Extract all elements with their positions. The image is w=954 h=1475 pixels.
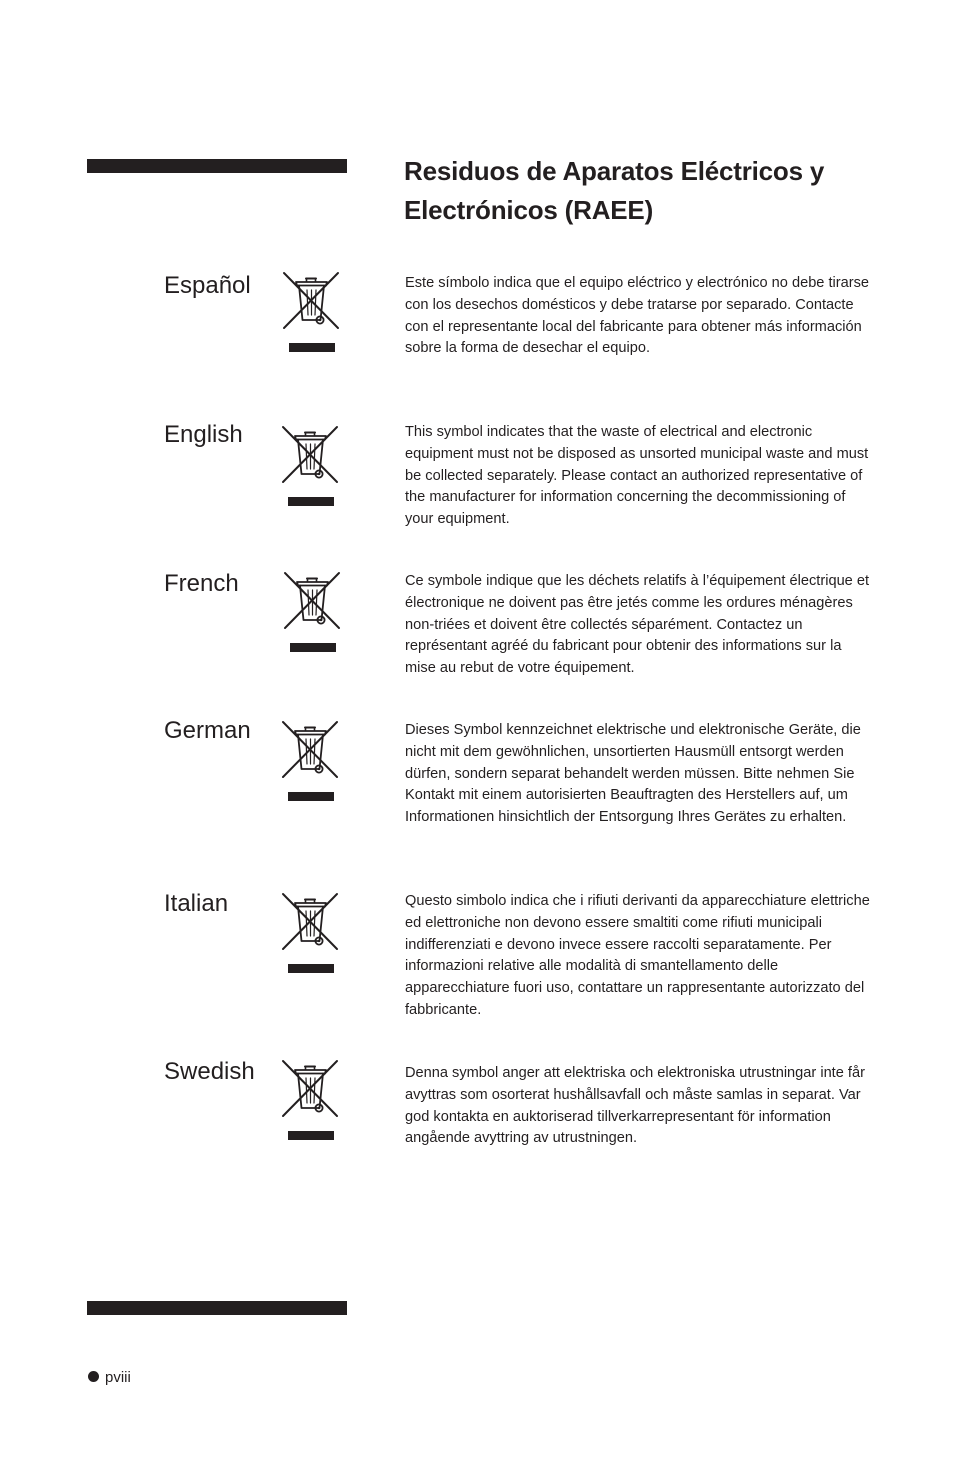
language-label-italian: Italian — [164, 890, 229, 917]
language-label-english: English — [164, 421, 243, 448]
page-number: pviii — [105, 1369, 131, 1386]
top-divider-bar — [87, 159, 347, 173]
page-title: Residuos de Aparatos Eléctricos y Electrónicos (RAEE) — [404, 156, 825, 225]
crossed-out-wheelie-bin-icon — [281, 570, 343, 654]
section-text-english: This symbol indicates that the waste of electrical and electronic equipment must not be disposed as unsorted municipal waste and must be collected separately. Please contact an authorized representative of the manufacturer for information concerning the decommissioning of your equipment. — [405, 424, 869, 528]
bullet-dot-icon — [88, 1371, 99, 1382]
language-label-espanol: Español — [164, 272, 251, 299]
bottom-divider-bar — [87, 1301, 347, 1315]
language-label-german: German — [164, 717, 251, 744]
crossed-out-wheelie-bin-icon — [280, 270, 342, 354]
language-label-french: French — [164, 570, 239, 597]
crossed-out-wheelie-bin-icon — [279, 891, 341, 975]
crossed-out-wheelie-bin-icon — [279, 1058, 341, 1142]
section-text-swedish: Denna symbol anger att elektriska och elektroniska utrustningar inte får avyttras som osorterat hushållsavfall och måste samlas in separat. Var god kontakta en auktoriserad tillverkarrepresentant för information angående avyttring av utrustningen. — [405, 1065, 865, 1147]
crossed-out-wheelie-bin-icon — [279, 424, 341, 508]
section-text-german: Dieses Symbol kennzeichnet elektrische und elektronische Geräte, die nicht mit dem gewöhnlichen, unsortierten Hausmüll entsorgt werden dürfen, sondern separat behandelt werden müssen. Bitte nehmen Sie Kontakt mit einem autorisierten Beauftragten des Herstellers auf, um Informationen hinsichtlich der Entsorgung Ihres Gerätes zu erhalten. — [405, 722, 861, 826]
language-label-swedish: Swedish — [164, 1058, 255, 1085]
section-text-french: Ce symbole indique que les déchets relatifs à l’équipement électrique et électronique ne doivent pas être jetés comme les ordures ménagères non-triées et doivent être collectés séparément. Contactez un représentant agréé du fabricant pour obtenir des informations sur la mise au rebut de votre équipement. — [405, 573, 870, 677]
section-text-espanol: Este símbolo indica que el equipo eléctrico y electrónico no debe tirarse con los desechos domésticos y debe tratarse por separado. Contacte con el representante local del fabricante para obtener más información sobre la forma de desechar el equipo. — [405, 275, 870, 357]
page-footer — [88, 1368, 131, 1388]
crossed-out-wheelie-bin-icon — [279, 719, 341, 803]
section-text-italian: Questo simbolo indica che i rifiuti derivanti da apparecchiature elettriche ed elettroniche non devono essere smaltiti come rifiuti municipali indifferenziati e devono invece essere raccolti separatamente. Per informazioni relative alle modalità di smantellamento delle apparecchiature fuori uso, contattare un rappresentante autorizzato del fabbricante. — [405, 893, 870, 1018]
